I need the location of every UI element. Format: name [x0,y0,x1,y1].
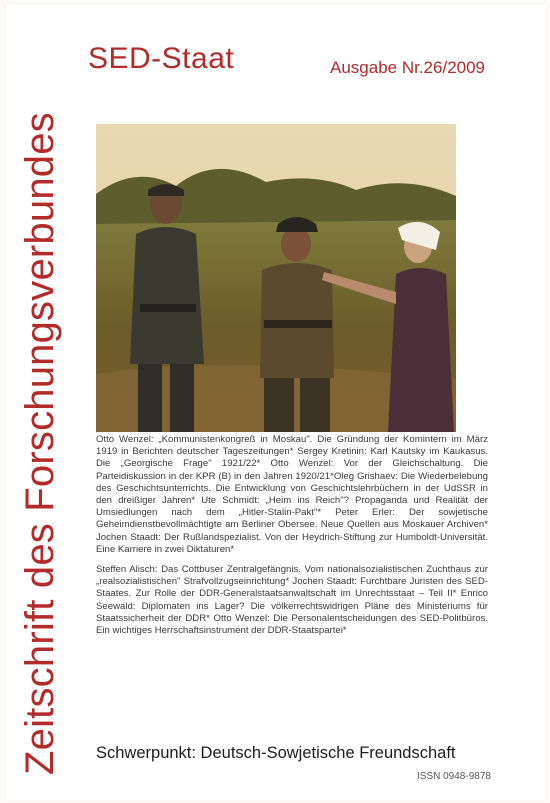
issue-number: Ausgabe Nr.26/2009 [330,58,486,77]
journal-title-vertical: Zeitschrift des Forschungsverbundes [18,112,62,775]
series-title: SED-Staat [88,42,235,75]
table-of-contents [96,434,488,645]
contents-paragraph-1: Otto Wenzel: „Kommunistenkongreß in Moskau". Die Gründung der Komintern im März 1919 in Berichten deutscher Tageszeitungen* Sergey Kretinin: Karl Kautsky im Kaukasus. Die „Georgische Frage" 1921/22* Otto Wenzel: Vor der Gleichschaltung. Die Parteidiskussion in der KPR (B) in den Jahren 1920/21*Oleg Grishaev: Die Wiederbelebung des Geschichtsunterrichts. Die Entwicklung von Geschichtslehrbüchern in der UdSSR in den dreißiger Jahren* Ute Schmidt: „Heim ins Reich"? Propaganda und Realität der Umsiedlungen nach dem „Hitler-Stalin-Pakt"* Peter Erler: Der sowjetische Geheimdienstbevollmächtigte am Berliner Obersee. Neue Quellen aus Moskauer Archiven* Jochen Staadt: Der Rußlandspezialist. Von der Heydrich-Stiftung zur Humboldt-Universität. Eine Karriere in zwei Diktaturen* [96,434,488,555]
cover-photo [96,124,456,432]
issn-number: ISSN 0948-9878 [417,771,491,782]
contents-paragraph-2: Steffen Alisch: Das Cottbuser Zentralgefängnis. Vom nationalsozialistischen Zuchthaus zur „realsozialistischen" Strafvollzugseinrichtung* Jochen Staadt: Furchtbare Juristen des SED-Staates. Zur Rolle der DDR-Generalstaatsanwaltschaft im Unrechtsstaat – Teil II* Enrico Seewald: Diplomaten ins Lager? Die völkerrechtswidrigen Pläne des Ministeriums für Staatssicherheit der DDR* Otto Wenzel: Die Personalentscheidungen des SED-Politbüros. Ein wichtiges Herrschaftsinstrument der DDR-Staatspartei* [96,564,488,637]
focus-topic: Schwerpunkt: Deutsch-Sowjetische Freundschaft [96,744,456,762]
